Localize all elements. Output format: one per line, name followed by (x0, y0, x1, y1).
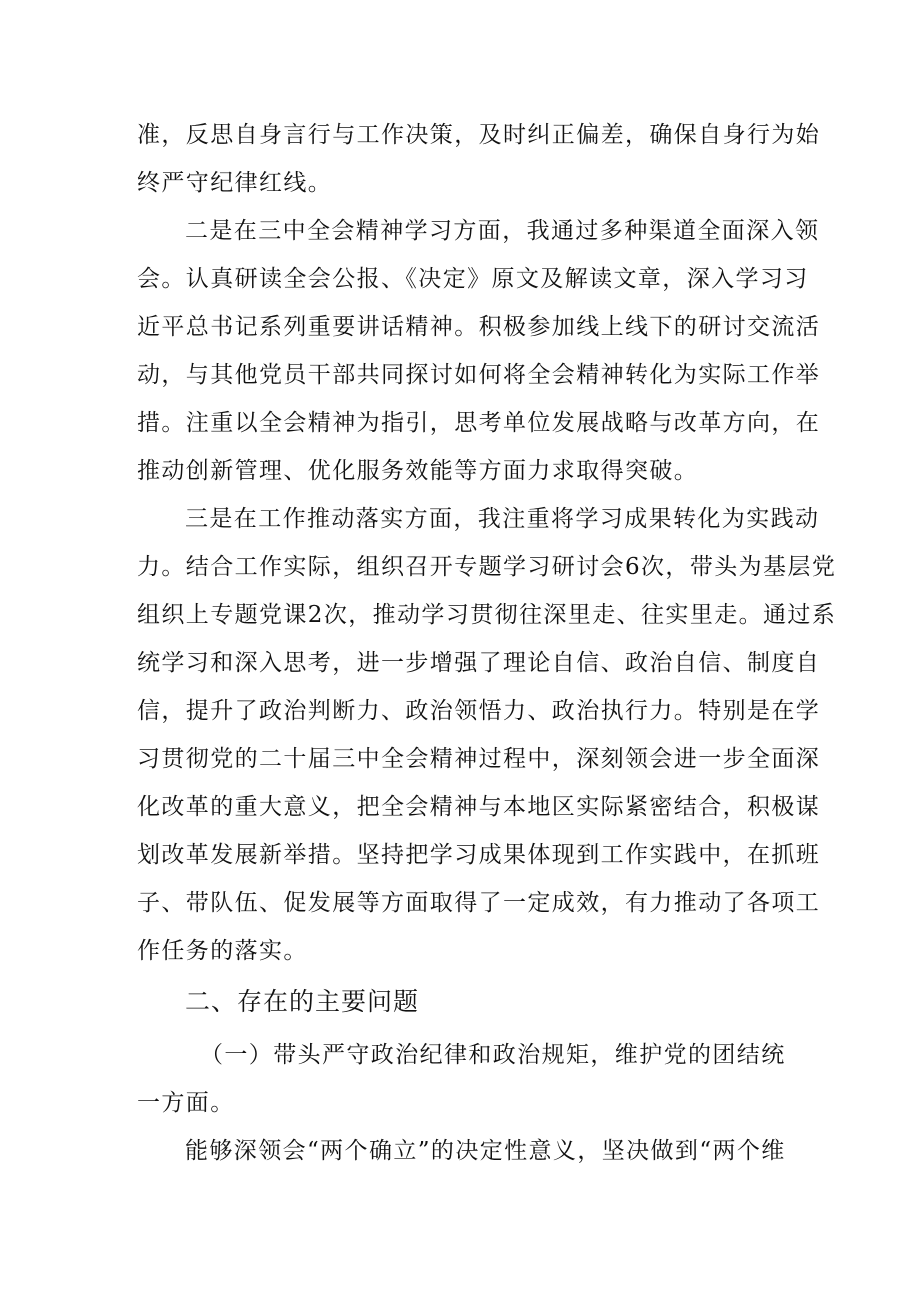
paragraph-start-line: 能够深领会“两个确立”的决定性意义，坚决做到“两个维 (185, 1138, 786, 1164)
subsection-heading-line: （一）带头严守政治纪律和政治规矩，维护党的团结统 (200, 1042, 786, 1068)
text-line: 子、带队伍、促发展等方面取得了一定成效，有力推动了各项工 (137, 890, 821, 916)
section-heading: 二、存在的主要问题 (185, 987, 420, 1016)
text-line: 信，提升了政治判断力、政治领悟力、政治执行力。特别是在学 (137, 698, 821, 724)
subsection-heading-line: 一方面。 (137, 1090, 235, 1116)
text-line: 习贯彻党的二十届三中全会精神过程中，深刻领会进一步全面深 (137, 746, 821, 772)
text-line: 划改革发展新举措。坚持把学习成果体现到工作实践中，在抓班 (137, 842, 821, 868)
text-line: 近平总书记系列重要讲话精神。积极参加线上线下的研讨交流活 (137, 314, 821, 340)
paragraph-start-line: 三是在工作推动落实方面，我注重将学习成果转化为实践动 (185, 506, 820, 532)
text-line: 作任务的落实。 (137, 938, 308, 964)
text-line: 动，与其他党员干部共同探讨如何将全会精神转化为实际工作举 (137, 362, 821, 388)
paragraph-start-line: 二是在三中全会精神学习方面，我通过多种渠道全面深入领 (185, 218, 820, 244)
text-line: 终严守纪律红线。 (137, 170, 333, 196)
text-line: 推动创新管理、优化服务效能等方面力求取得突破。 (137, 458, 699, 484)
text-line: 统学习和深入思考，进一步增强了理论自信、政治自信、制度自 (137, 650, 821, 676)
text-line: 会。认真研读全会公报、《决定》原文及解读文章，深入学习习 (137, 266, 809, 292)
text-line: 组织上专题党课2次，推动学习贯彻往深里走、往实里走。通过系 (137, 602, 837, 628)
text-line: 化改革的重大意义，把全会精神与本地区实际紧密结合，积极谋 (137, 794, 821, 820)
text-line: 措。注重以全会精神为指引，思考单位发展战略与改革方向，在 (137, 410, 821, 436)
text-line: 准，反思自身言行与工作决策，及时纠正偏差，确保自身行为始 (137, 122, 821, 148)
text-line: 力。结合工作实际，组织召开专题学习研讨会6次，带头为基层党 (137, 554, 837, 580)
